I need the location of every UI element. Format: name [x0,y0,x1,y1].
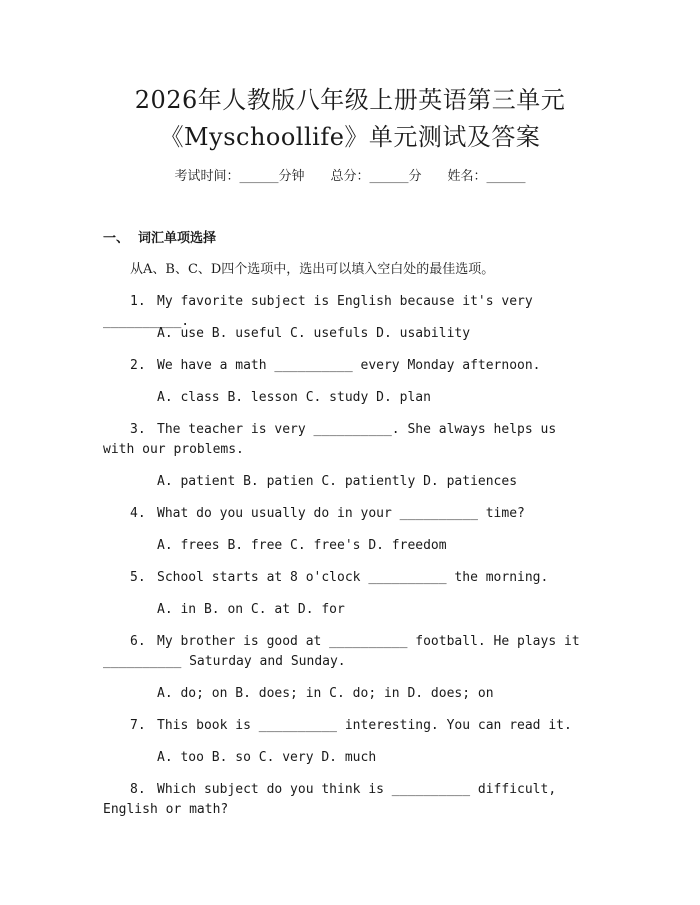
section-instruction: 从A、B、C、D四个选项中，选出可以填入空白处的最佳选项。 [130,262,495,277]
question-text: What do you usually do in your __________ time? [157,506,525,521]
question-number: 8. [130,782,146,797]
question-number: 3. [130,422,146,437]
question-text: My favorite subject is English because it's very __________. [103,294,533,329]
document-title-line-1: 2026年人教版八年级上册英语第三单元 [134,86,566,114]
question-3-options: A. patient B. patien C. patiently D. patiences [157,474,518,489]
question-text: School starts at 8 o'clock __________ the morning. [157,570,549,585]
document-title-line-2: 《Myschoollife》单元测试及答案 [159,123,541,151]
question-text: Which subject do you think is __________ difficult, English or math? [103,782,557,817]
question-number: 5. [130,570,146,585]
question-2-options: A. class B. lesson C. study D. plan [157,390,431,405]
question-text: We have a math __________ every Monday afternoon. [157,358,541,373]
question-7-options: A. too B. so C. very D. much [157,750,377,765]
question-number: 6. [130,634,146,649]
question-4 [103,504,593,524]
question-6 [103,632,593,672]
question-5 [103,568,593,588]
section-title: 词汇单项选择 [138,231,217,246]
question-7 [103,716,593,736]
question-number: 2. [130,358,146,373]
question-number: 7. [130,718,146,733]
question-text: This book is __________ interesting. You can read it. [157,718,572,733]
section-heading [103,230,216,248]
question-5-options: A. in B. on C. at D. for [157,602,345,617]
question-4-options: A. frees B. free C. free's D. freedom [157,538,447,553]
question-2 [103,356,593,376]
question-8 [103,780,593,820]
question-number: 4. [130,506,146,521]
question-3 [103,420,593,460]
question-6-options: A. do; on B. does; in C. do; in D. does; on [157,686,494,701]
question-text: The teacher is very __________. She always helps us with our problems. [103,422,557,457]
question-text: My brother is good at __________ football. He plays it __________ Saturday and Sunday. [103,634,580,669]
question-1-options: A. use B. useful C. usefuls D. usability [157,326,471,341]
exam-info-line: 考试时间：______分钟 总分：______分 姓名：______ [174,169,526,184]
question-number: 1. [130,294,146,309]
section-number: 一、 [103,231,130,246]
